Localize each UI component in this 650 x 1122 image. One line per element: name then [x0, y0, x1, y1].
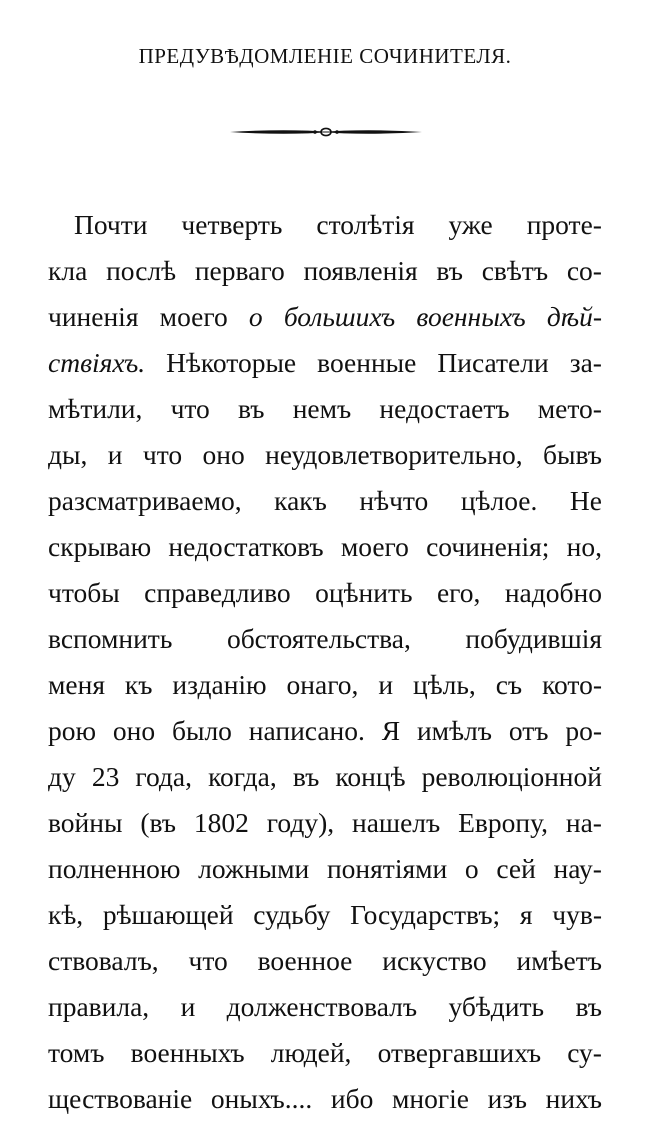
word: людей, — [270, 1037, 352, 1068]
word: оно — [112, 715, 156, 746]
word: я — [519, 899, 533, 930]
text-line — [48, 616, 602, 662]
word: рѣшающей — [102, 899, 234, 930]
word: сей — [496, 853, 536, 884]
word: столѣтія — [316, 209, 415, 240]
word: изъ — [487, 1083, 527, 1114]
word: на- — [565, 807, 602, 838]
word: имѣетъ — [516, 945, 602, 976]
word: въ — [292, 761, 320, 792]
word: понятіями — [326, 853, 448, 884]
word: разсматриваемо, — [48, 485, 242, 516]
word: имѣлъ — [416, 715, 492, 746]
word: чув- — [552, 899, 602, 930]
word: въ — [436, 255, 463, 286]
word: 23 — [91, 761, 120, 792]
word: о — [464, 853, 479, 884]
word: ствовалъ, — [48, 945, 159, 976]
word: чиненія — [48, 301, 139, 332]
word: революціонной — [421, 761, 602, 792]
text-line — [48, 340, 602, 386]
word: въ — [575, 991, 602, 1022]
word: мето- — [537, 393, 602, 424]
word: было — [171, 715, 232, 746]
word: мѣтили, — [48, 393, 143, 424]
word: ду — [48, 761, 76, 792]
word: войны — [48, 807, 123, 838]
word: концѣ — [335, 761, 406, 792]
word: убѣдить — [448, 991, 545, 1022]
word: чтобы — [48, 577, 120, 608]
word: за- — [569, 347, 602, 378]
word: военныхъ — [416, 301, 526, 332]
word: полненною — [48, 853, 181, 884]
text-line — [48, 800, 602, 846]
word: ществованіе — [48, 1083, 193, 1114]
text-line — [48, 202, 602, 248]
word: искуство — [382, 945, 487, 976]
word: цѣлое. — [460, 485, 538, 516]
page-title: ПРЕДУВѢДОМЛЕНІЕ СОЧИНИТЕЛЯ. — [138, 44, 512, 68]
text-line — [48, 846, 602, 892]
word: оно — [202, 439, 245, 470]
word: кѣ, — [48, 899, 84, 930]
word: какъ — [274, 485, 327, 516]
word: и — [107, 439, 123, 470]
word: ды, — [48, 439, 88, 470]
word: правила, — [48, 991, 150, 1022]
word: написано. — [248, 715, 365, 746]
word: къ — [124, 669, 153, 700]
word: Не — [569, 485, 602, 516]
word: Европу, — [458, 807, 548, 838]
word: томъ — [48, 1037, 105, 1068]
word: о — [248, 301, 263, 332]
text-line — [48, 294, 602, 340]
text-line — [48, 708, 602, 754]
text-line — [48, 386, 602, 432]
word: что — [142, 439, 183, 470]
word: долженствовалъ — [226, 991, 418, 1022]
text-line — [48, 754, 602, 800]
word: военныхъ — [130, 1037, 245, 1068]
word: послѣ — [106, 255, 177, 286]
word: неудовлетворительно, — [265, 439, 523, 470]
word: его, — [436, 577, 481, 608]
word: и — [378, 669, 394, 700]
word: нихъ — [545, 1083, 602, 1114]
word: когда, — [208, 761, 277, 792]
word: ро- — [565, 715, 602, 746]
word: оныхъ.... — [210, 1083, 313, 1114]
word: военные — [317, 347, 417, 378]
word: оцѣнить — [315, 577, 413, 608]
word: что — [170, 393, 210, 424]
ornament-divider — [228, 124, 424, 140]
word: Писатели — [437, 347, 549, 378]
word: многіе — [392, 1083, 469, 1114]
word: цѣль, — [413, 669, 476, 700]
word: скрываю — [48, 531, 152, 562]
word: Я — [381, 715, 401, 746]
word: отъ — [508, 715, 549, 746]
word: кла — [48, 255, 88, 286]
text-line — [48, 478, 602, 524]
word: нѣчто — [359, 485, 429, 516]
word: бывъ — [542, 439, 602, 470]
word: немъ — [292, 393, 352, 424]
text-line — [48, 892, 602, 938]
word: протe- — [526, 209, 602, 240]
word: рою — [48, 715, 97, 746]
text-line — [48, 248, 602, 294]
text-line — [48, 524, 602, 570]
word: большихъ — [283, 301, 396, 332]
word: отвергавшихъ — [377, 1037, 542, 1068]
word: недостаетъ — [379, 393, 510, 424]
word: появленія — [303, 255, 418, 286]
word: свѣтъ — [481, 255, 549, 286]
word: но, — [566, 531, 602, 562]
word: изданію — [172, 669, 267, 700]
word: перваго — [194, 255, 285, 286]
word: вспомнить — [48, 623, 173, 654]
text-line — [48, 984, 602, 1030]
word: Нѣкоторые — [166, 347, 297, 378]
word: въ — [237, 393, 265, 424]
word: нашелъ — [351, 807, 441, 838]
word: моего — [159, 301, 228, 332]
word: ложными — [198, 853, 310, 884]
text-line — [48, 938, 602, 984]
text-line — [48, 570, 602, 616]
body-text — [48, 202, 602, 1122]
word: ствіяхъ. — [48, 347, 146, 378]
ornament-divider-graphic — [228, 124, 424, 140]
word: ибо — [330, 1083, 374, 1114]
word: сочиненія; — [426, 531, 550, 562]
word: кото- — [542, 669, 602, 700]
text-line — [48, 1076, 602, 1122]
word: справедливо — [144, 577, 291, 608]
word: (въ — [140, 807, 177, 838]
word: Государствъ; — [350, 899, 501, 930]
word: военное — [257, 945, 353, 976]
word: что — [188, 945, 228, 976]
word: года, — [135, 761, 192, 792]
word: Почти — [74, 209, 148, 240]
word: году), — [266, 807, 335, 838]
word: съ — [495, 669, 523, 700]
word: 1802 — [193, 807, 249, 838]
word: побудившія — [465, 623, 602, 654]
word: меня — [48, 669, 105, 700]
word: и — [180, 991, 196, 1022]
word: обстоятельства, — [226, 623, 411, 654]
word: недостатковъ — [168, 531, 324, 562]
word: онаго, — [286, 669, 359, 700]
word: нау- — [553, 853, 602, 884]
word: су- — [567, 1037, 602, 1068]
word: со- — [566, 255, 602, 286]
text-line — [48, 432, 602, 478]
word: надобно — [504, 577, 602, 608]
word: уже — [448, 209, 493, 240]
text-line — [48, 662, 602, 708]
word: судьбу — [253, 899, 331, 930]
word: моего — [340, 531, 409, 562]
text-line — [48, 1030, 602, 1076]
word: дѣй- — [546, 301, 602, 332]
word: четверть — [181, 209, 283, 240]
